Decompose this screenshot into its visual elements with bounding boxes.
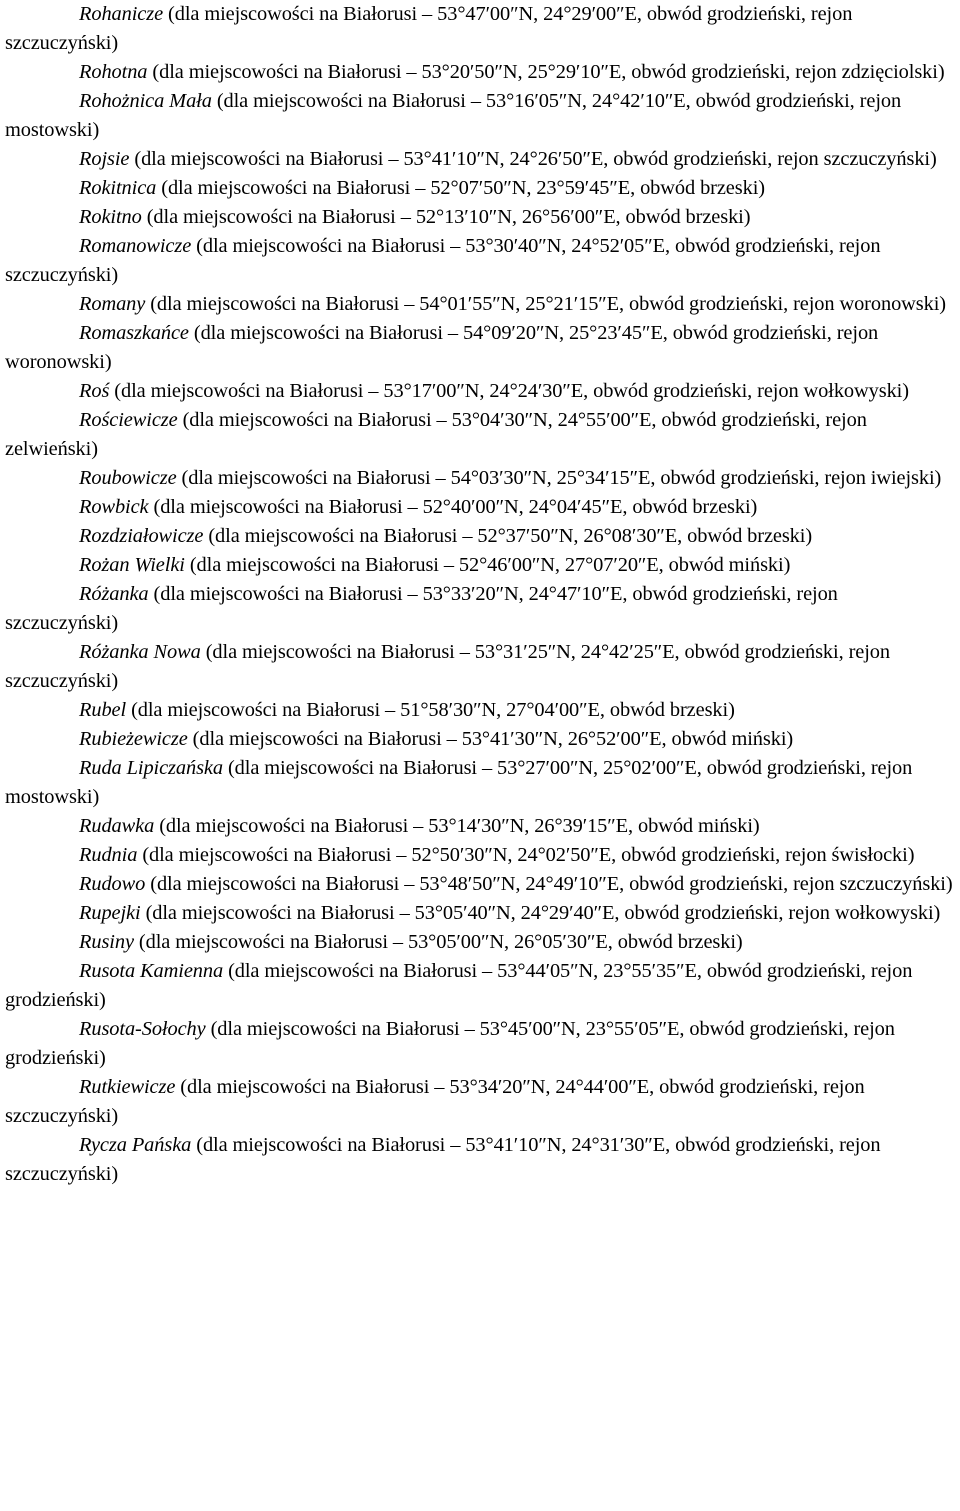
place-name: Rudawka [79,815,155,837]
place-description: (dla miejscowości na Białorusi – 52°13′10″N, 26°56′00″E, obwód brzeski) [146,206,751,228]
place-description: (dla miejscowości na Białorusi – 52°50′30″N, 24°02′50″E, obwód grodzieński, rejon świsłocki) [142,844,915,866]
list-item [5,870,954,899]
place-name: Rościewicze [79,409,178,431]
place-description: (dla miejscowości na Białorusi – 53°34′20″N, 24°44′00″E, obwód grodzieński, rejon szczuczyński) [5,1076,865,1127]
place-description: (dla miejscowości na Białorusi – 52°40′00″N, 24°04′45″E, obwód brzeski) [153,496,758,518]
place-name: Rohożnica Mała [79,90,212,112]
place-name: Różanka [79,583,149,605]
list-item [5,580,954,638]
place-name: Rusota Kamienna [79,960,224,982]
place-name: Rutkiewicze [79,1076,176,1098]
list-item [5,1073,954,1131]
place-description: (dla miejscowości na Białorusi – 52°37′50″N, 26°08′30″E, obwód brzeski) [208,525,813,547]
place-name: Rusiny [79,931,134,953]
place-name: Romaszkańce [79,322,189,344]
list-item [5,725,954,754]
place-description: (dla miejscowości na Białorusi – 53°20′50″N, 25°29′10″E, obwód grodzieński, rejon zdzięciolski) [152,61,945,83]
place-name: Rokitno [79,206,142,228]
place-description: (dla miejscowości na Białorusi – 53°05′00″N, 26°05′30″E, obwód brzeski) [138,931,743,953]
list-item [5,493,954,522]
place-name: Rohotna [79,61,148,83]
list-item [5,899,954,928]
place-name: Rohanicze [79,3,164,25]
place-description: (dla miejscowości na Białorusi – 52°07′50″N, 23°59′45″E, obwód brzeski) [161,177,765,199]
place-description: (dla miejscowości na Białorusi – 53°17′00″N, 24°24′30″E, obwód grodzieński, rejon wołkowyski) [114,380,909,402]
place-name: Rozdziałowicze [79,525,204,547]
place-description: (dla miejscowości na Białorusi – 52°46′00″N, 27°07′20″E, obwód miński) [189,554,791,576]
place-description: (dla miejscowości na Białorusi – 53°16′05″N, 24°42′10″E, obwód grodzieński, rejon mostowski) [5,90,902,141]
list-item [5,174,954,203]
list-item [5,522,954,551]
place-description: (dla miejscowości na Białorusi – 53°48′50″N, 24°49′10″E, obwód grodzieński, rejon szczuczyński) [150,873,953,895]
list-item [5,406,954,464]
place-name: Rubel [79,699,127,721]
place-description: (dla miejscowości na Białorusi – 53°27′00″N, 25°02′00″E, obwód grodzieński, rejon mostowski) [5,757,913,808]
list-item [5,319,954,377]
place-name: Ruda Lipiczańska [79,757,223,779]
list-item [5,928,954,957]
place-description: (dla miejscowości na Białorusi – 53°14′30″N, 26°39′15″E, obwód miński) [159,815,760,837]
list-item [5,87,954,145]
list-item [5,957,954,1015]
place-name: Rycza Pańska [79,1134,192,1156]
list-item [5,1015,954,1073]
place-name: Romanowicze [79,235,192,257]
place-name: Rudnia [79,844,138,866]
place-description: (dla miejscowości na Białorusi – 54°09′20″N, 25°23′45″E, obwód grodzieński, rejon woronowski) [5,322,879,373]
place-description: (dla miejscowości na Białorusi – 53°31′25″N, 24°42′25″E, obwód grodzieński, rejon szczuczyński) [5,641,890,692]
place-description: (dla miejscowości na Białorusi – 53°47′00″N, 24°29′00″E, obwód grodzieński, rejon szczuczyński) [5,3,853,54]
place-name: Rusota-Sołochy [79,1018,206,1040]
place-description: (dla miejscowości na Białorusi – 53°04′30″N, 24°55′00″E, obwód grodzieński, rejon zelwieński) [5,409,867,460]
place-description: (dla miejscowości na Białorusi – 51°58′30″N, 27°04′00″E, obwód brzeski) [131,699,735,721]
place-name: Rokitnica [79,177,157,199]
list-item [5,841,954,870]
list-item [5,1131,954,1189]
place-name: Rożan Wielki [79,554,185,576]
place-description: (dla miejscowości na Białorusi – 53°41′30″N, 26°52′00″E, obwód miński) [192,728,794,750]
place-name: Rubieżewicze [79,728,188,750]
place-description: (dla miejscowości na Białorusi – 53°33′20″N, 24°47′10″E, obwód grodzieński, rejon szczuczyński) [5,583,838,634]
place-description: (dla miejscowości na Białorusi – 53°05′40″N, 24°29′40″E, obwód grodzieński, rejon wołkowyski) [145,902,941,924]
list-item [5,203,954,232]
list-item [5,0,954,58]
list-item [5,377,954,406]
list-item [5,812,954,841]
list-item [5,58,954,87]
list-item [5,754,954,812]
place-description: (dla miejscowości na Białorusi – 53°41′10″N, 24°31′30″E, obwód grodzieński, rejon szczuczyński) [5,1134,881,1185]
place-description: (dla miejscowości na Białorusi – 54°03′30″N, 25°34′15″E, obwód grodzieński, rejon iwiejski) [181,467,942,489]
place-name: Roubowicze [79,467,177,489]
list-item [5,145,954,174]
place-description: (dla miejscowości na Białorusi – 53°45′00″N, 23°55′05″E, obwód grodzieński, rejon grodzieński) [5,1018,895,1069]
list-item [5,464,954,493]
list-item [5,551,954,580]
place-name: Rudowo [79,873,146,895]
list-item [5,232,954,290]
place-name: Roś [79,380,110,402]
list-item [5,696,954,725]
place-name: Rowbick [79,496,149,518]
place-name: Różanka Nowa [79,641,201,663]
place-description: (dla miejscowości na Białorusi – 54°01′55″N, 25°21′15″E, obwód grodzieński, rejon woronowski) [150,293,946,315]
place-name: Romany [79,293,146,315]
list-item [5,290,954,319]
place-name: Rupejki [79,902,141,924]
place-description: (dla miejscowości na Białorusi – 53°41′10″N, 24°26′50″E, obwód grodzieński, rejon szczuczyński) [134,148,937,170]
place-description: (dla miejscowości na Białorusi – 53°44′05″N, 23°55′35″E, obwód grodzieński, rejon grodzieński) [5,960,913,1011]
place-description: (dla miejscowości na Białorusi – 53°30′40″N, 24°52′05″E, obwód grodzieński, rejon szczuczyński) [5,235,881,286]
list-item [5,638,954,696]
place-name: Rojsie [79,148,130,170]
